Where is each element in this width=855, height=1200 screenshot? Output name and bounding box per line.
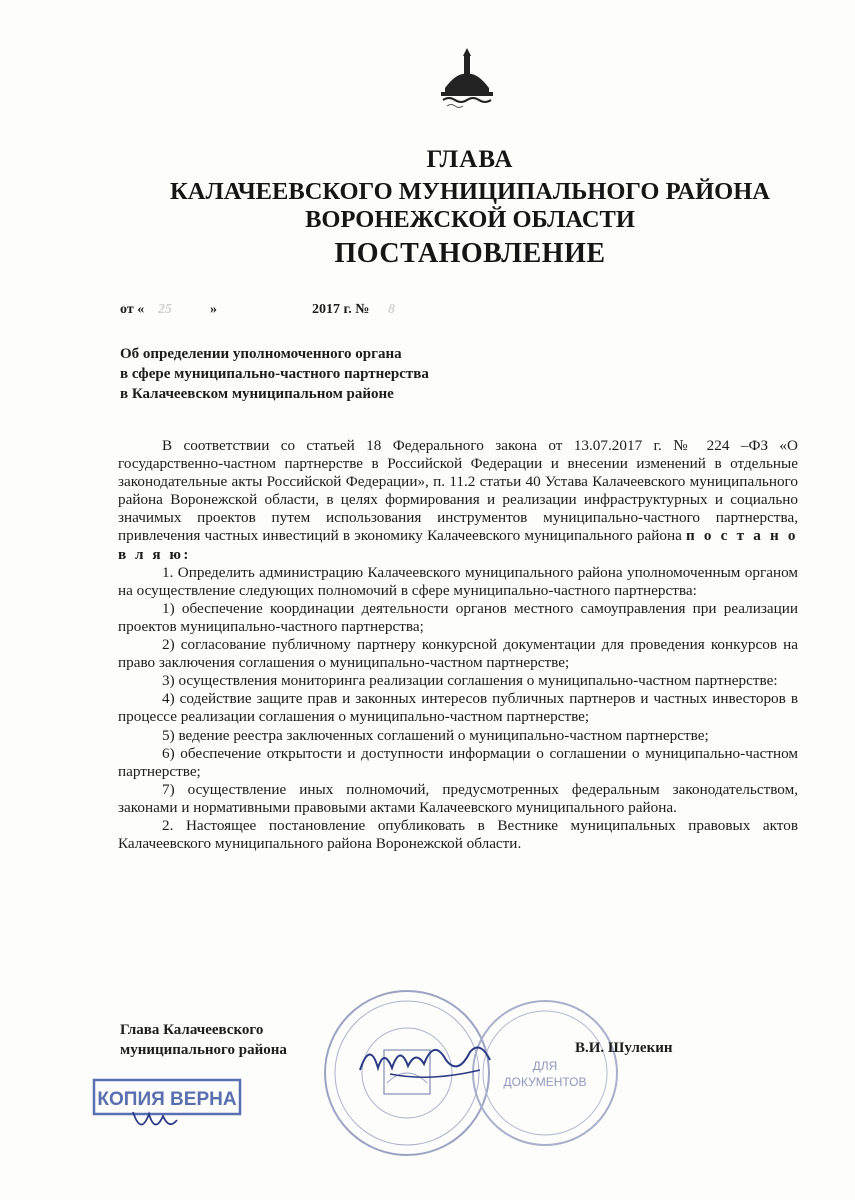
docs-seal-line2: ДОКУМЕНТОВ	[503, 1075, 587, 1089]
signatory-name: В.И. Шулекин	[575, 1040, 673, 1056]
header-district: КАЛАЧЕЕВСКОГО МУНИЦИПАЛЬНОГО РАЙОНА	[170, 178, 770, 205]
preamble-text: В соответствии со статьей 18 Федерального закона от 13.07.2017 г. № 224 –ФЗ «О государственно-частном партнерстве в Российской Федерации и внесении изменений в отдельные законодательные акты Российской Федерации», п. 11.2 статьи 40 Устава Калачеевского муниципального района Воронежской области, в целях формирования и реализации инфраструктурных и социально значимых проектов путем использования инструментов муниципально-частного партнерства, привлечения частных инвестиций в экономику Калачеевского муниципального района	[118, 437, 798, 545]
clause-2: 2. Настоящее постановление опубликовать в Вестнике муниципальных правовых актов Калачеевского муниципального района Воронежской области.	[118, 816, 798, 853]
copy-stamp-text: КОПИЯ ВЕРНА	[97, 1089, 237, 1110]
signatory-title	[120, 1020, 287, 1060]
date-line	[120, 302, 520, 322]
clause-1: 1. Определить администрацию Калачеевского муниципального района уполномоченным органом на осуществление следующих полномочий в сфере муниципально-частного партнерства:	[118, 563, 798, 599]
date-quote-close: »	[210, 302, 217, 317]
subject-line: Об определении уполномоченного органа	[120, 346, 402, 362]
document-number: 8	[388, 302, 395, 317]
document-subject	[120, 344, 429, 404]
subclause-1: 1) обеспечение координации деятельности органов местного самоуправления при реализации проектов муниципально-частного партнерства;	[118, 599, 798, 635]
copy-stamp-signature-icon	[125, 1100, 195, 1140]
subject-line: в сфере муниципально-частного партнерства	[120, 366, 429, 382]
subclause-2: 2) согласование публичному партнеру конкурсной документации для проведения конкурсов на право заключения соглашения о муниципально-частном партнерстве;	[118, 636, 798, 672]
subclause-6: 6) обеспечение открытости и доступности информации о соглашении о муниципально-частном партнерстве;	[118, 744, 798, 780]
subclause-4: 4) содействие защите прав и законных интересов публичных партнеров и частных инвесторов в процессе реализации соглашения о муниципально-частном партнерстве;	[118, 690, 798, 726]
subject-line: в Калачеевском муниципальном районе	[120, 386, 394, 402]
document-type: ПОСТАНОВЛЕНИЕ	[334, 238, 606, 269]
date-day: 25	[158, 302, 172, 317]
header-region: ВОРОНЕЖСКОЙ ОБЛАСТИ	[305, 206, 635, 233]
coat-of-arms-icon	[437, 48, 497, 110]
date-prefix: от «	[120, 302, 145, 317]
handwritten-signature-icon	[350, 1030, 500, 1090]
document-body	[118, 437, 798, 853]
signatory-title-line: Глава Калачеевского	[120, 1022, 264, 1038]
header-title: ГЛАВА	[426, 146, 514, 173]
subclause-3: 3) осуществления мониторинга реализации соглашения о муниципально-частном партнерстве:	[162, 672, 778, 690]
docs-seal-line1: ДЛЯ	[532, 1059, 558, 1073]
preamble	[118, 437, 798, 564]
signatory-title-line: муниципального района	[120, 1042, 287, 1058]
subclause-5: 5) ведение реестра заключенных соглашений о муниципально-частном партнерстве;	[162, 726, 709, 744]
decree-word: п о с т а н о в л я ю:	[118, 527, 798, 563]
date-year: 2017 г. №	[312, 302, 370, 317]
subclause-7: 7) осуществление иных полномочий, предусмотренных федеральным законодательством, законами и нормативными правовыми актами Калачеевского муниципального района.	[118, 780, 798, 816]
